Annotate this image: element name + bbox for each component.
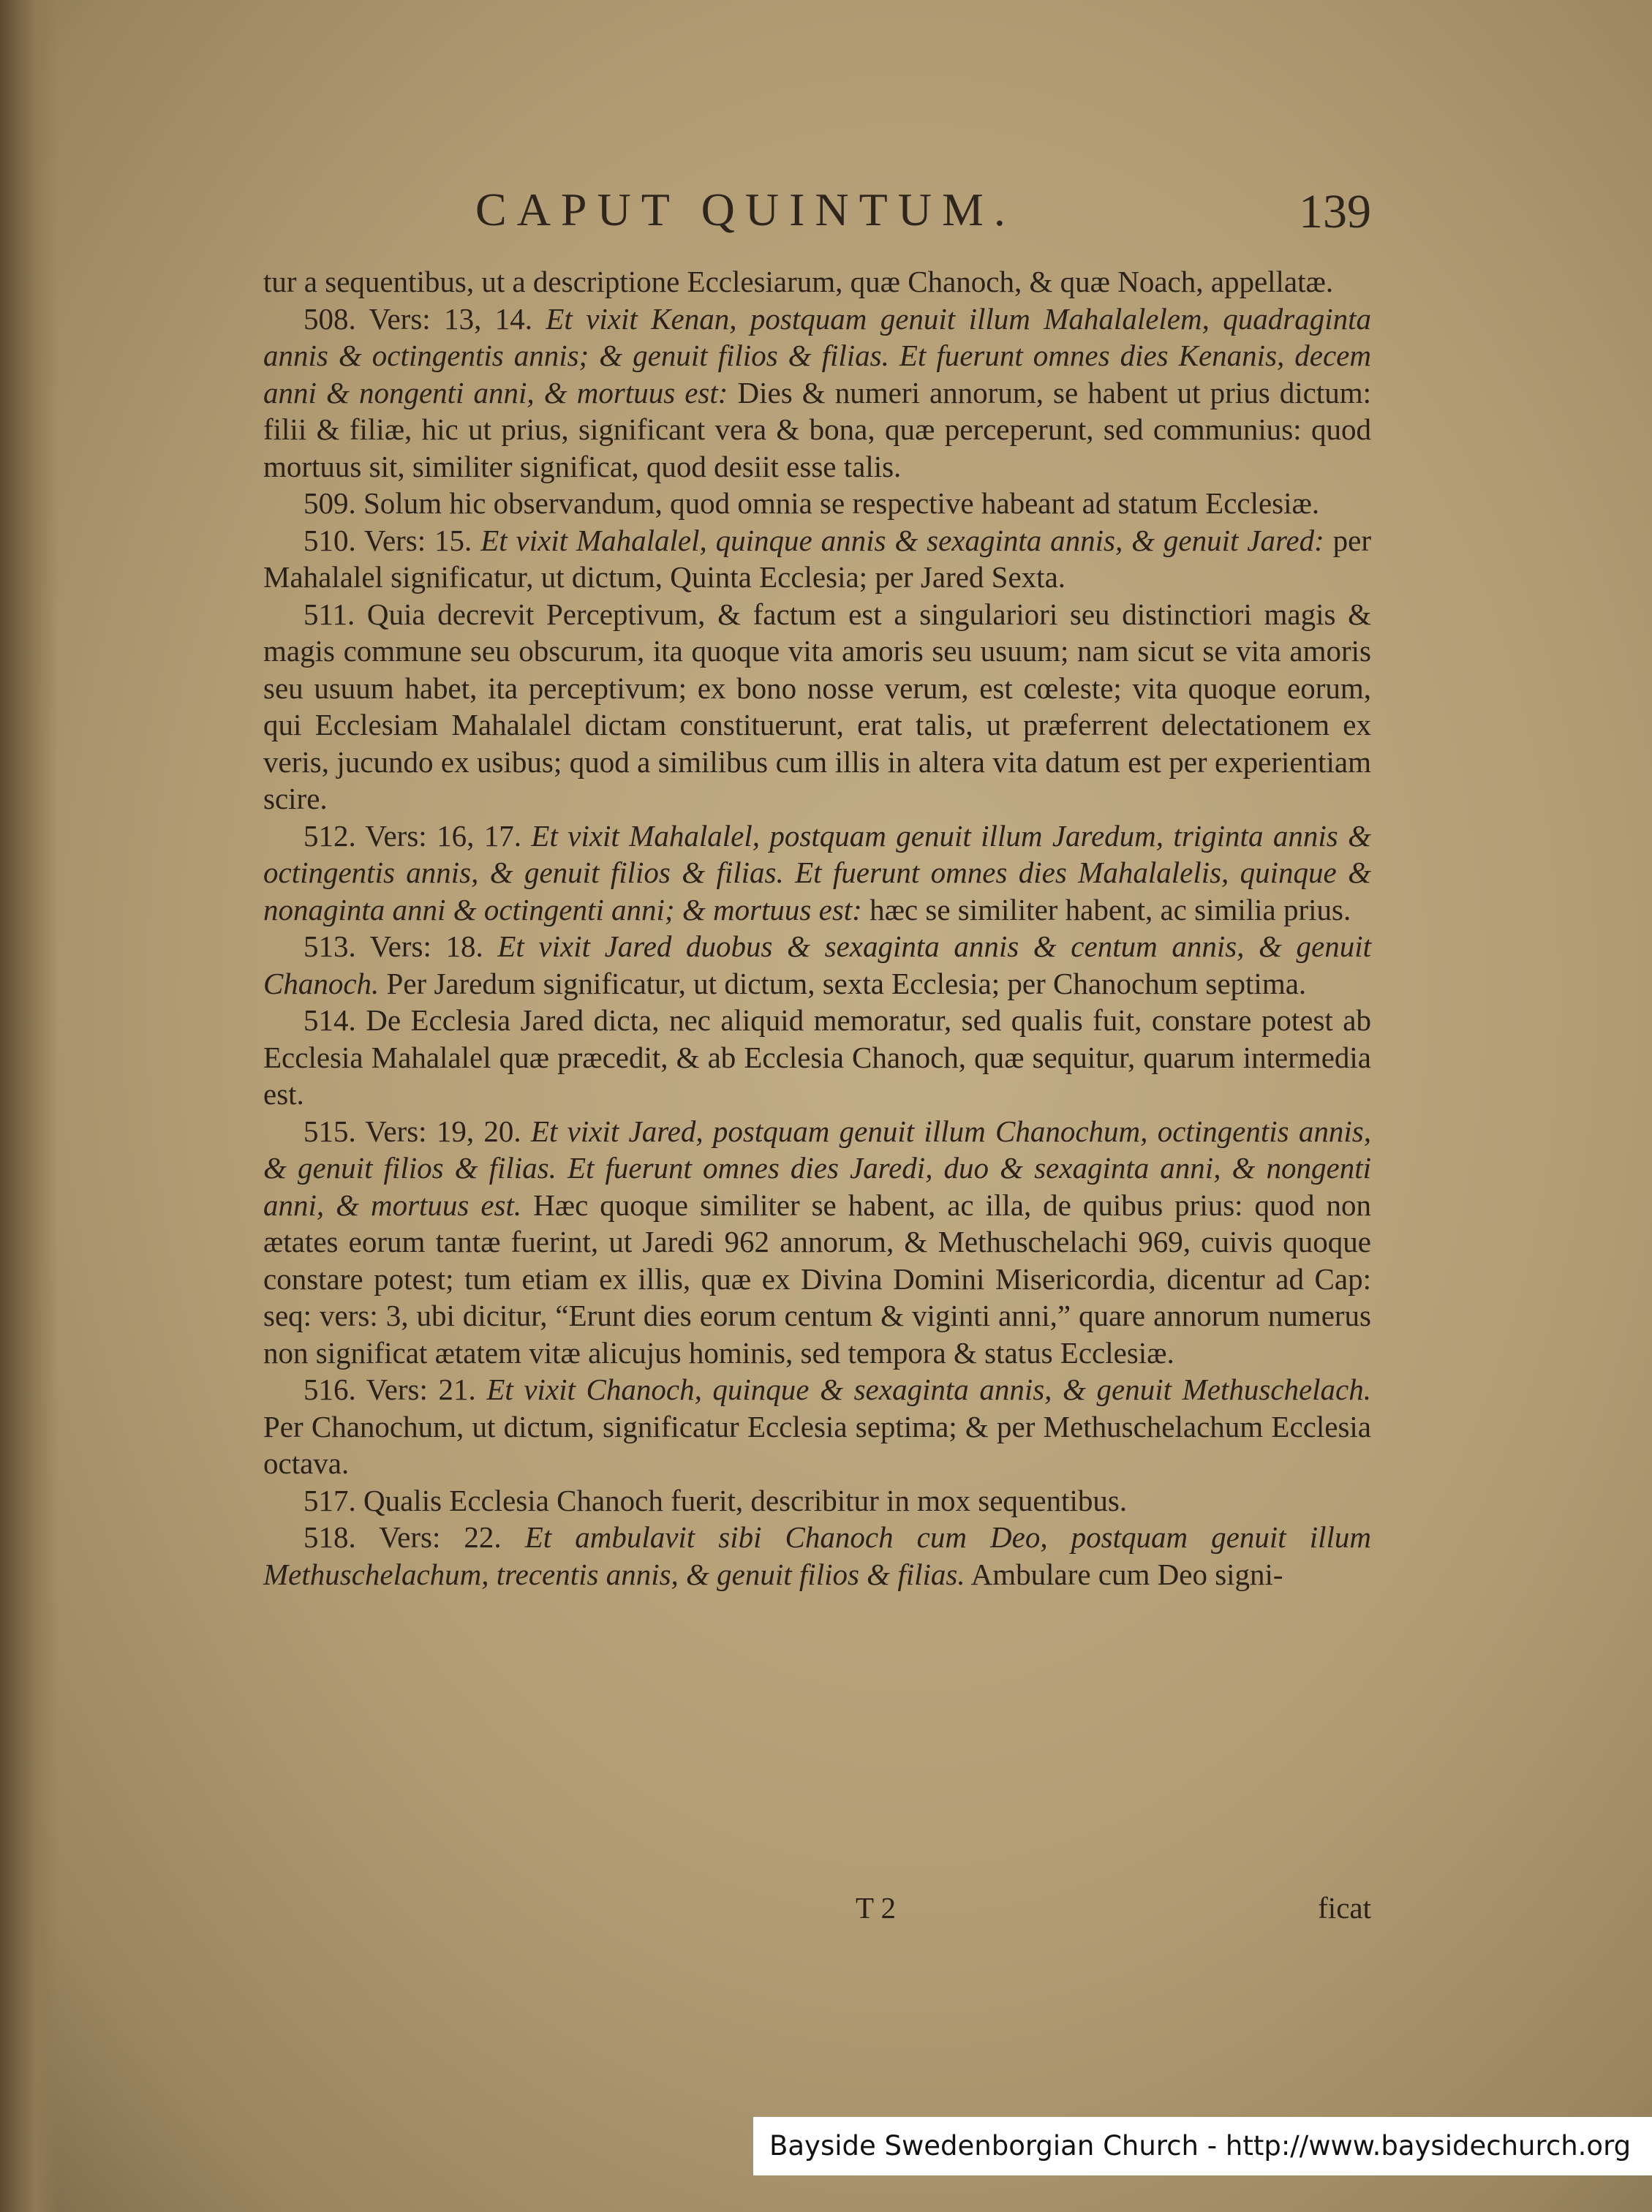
paragraph-509 bbox=[263, 485, 1371, 522]
paragraph-number: 514. bbox=[303, 1003, 356, 1037]
verse-quote: Et vixit Jared, postquam genuit illum Chanochum, octingentis annis, & genuit filios & filias. Et fuerunt omnes dies Jaredi, duo & sexaginta anni, & nongenti anni, & mortuus est. bbox=[263, 1114, 1372, 1222]
verse-quote: Et vixit Chanoch, quinque & sexaginta annis, & genuit Methuschelach. bbox=[486, 1373, 1372, 1406]
paragraph-text: Ambulare cum Deo signi- bbox=[970, 1557, 1283, 1591]
verse-quote: Et vixit Mahalalel, postquam genuit illum Jaredum, triginta annis & octingentis annis, & genuit filios & filias. Et fuerunt omnes dies Mahalalelis, quinque & nonaginta anni & octingenti anni; & mortuus est: bbox=[263, 818, 1371, 926]
paragraph-515 bbox=[263, 1113, 1371, 1372]
paragraph-text: per Mahalalel significatur, ut dictum, Quinta Ecclesia; per Jared Sexta. bbox=[263, 523, 1371, 594]
paragraph-number: 515. Vers: 19, 20. bbox=[303, 1114, 521, 1148]
page-footer bbox=[263, 1890, 1371, 1934]
paragraph-text: Quia decrevit Perceptivum, & factum est a singulariori seu distinctiori magis & magis commune seu obscurum, ita quoque vita amoris seu usuum; nam sicut se vita amoris seu usuum habet, ita perceptivum; ex bono nosse verum, est cœleste; vita quoque eorum, qui Ecclesiam Mahalalel dictam constituerunt, erat talis, ut præferrent delectationem ex veris, jucundo ex usibus; quod a similibus cum illis in altera vita datum est per experientiam scire. bbox=[263, 597, 1372, 815]
verse-quote: Et vixit Mahalalel, quinque annis & sexaginta annis, & genuit Jared: bbox=[480, 523, 1324, 557]
paragraph-512 bbox=[263, 818, 1371, 929]
page-header bbox=[256, 183, 1371, 249]
paragraph-text: Per Chanochum, ut dictum, significatur Ecclesia septima; & per Methuschelachum Ecclesia octava. bbox=[263, 1409, 1371, 1480]
watermark-banner: Bayside Swedenborgian Church - http://www.baysidechurch.org bbox=[753, 2117, 1652, 2175]
paragraph-number: 512. Vers: 16, 17. bbox=[303, 818, 521, 853]
paragraph-508 bbox=[263, 301, 1371, 486]
paragraph-517 bbox=[263, 1482, 1371, 1520]
verse-quote: Et ambulavit sibi Chanoch cum Deo, postquam genuit illum Methuschelachum, trecentis annis, & genuit filios & filias. bbox=[263, 1520, 1371, 1591]
paragraph-514 bbox=[263, 1002, 1371, 1113]
catchword: ficat bbox=[1318, 1891, 1371, 1925]
body-text bbox=[263, 263, 1371, 1593]
paragraph-number: 517. bbox=[303, 1483, 356, 1517]
paragraph-number: 509. bbox=[303, 486, 356, 520]
paragraph-text: tur a sequentibus, ut a descriptione Ecclesiarum, quæ Chanoch, & quæ Noach, appellatæ. bbox=[263, 265, 1334, 298]
paragraph-number: 510. Vers: 15. bbox=[303, 523, 472, 557]
paragraph-516 bbox=[263, 1371, 1371, 1482]
paragraph-text: De Ecclesia Jared dicta, nec aliquid memoratur, sed qualis fuit, constare potest ab Ecclesia Mahalalel quæ præcedit, & ab Ecclesia Chanoch, quæ sequitur, quarum intermedia est. bbox=[263, 1003, 1371, 1111]
verse-quote: Et vixit Jared duobus & sexaginta annis & centum annis, & genuit Chanoch. bbox=[263, 929, 1372, 1000]
paragraph-510 bbox=[263, 522, 1371, 596]
signature-mark: T 2 bbox=[856, 1891, 897, 1925]
paragraph-text: Qualis Ecclesia Chanoch fuerit, describitur in mox sequentibus. bbox=[363, 1483, 1128, 1517]
paragraph-number: 513. Vers: 18. bbox=[303, 929, 483, 963]
paragraph-text: Hæc quoque similiter se habent, ac illa, de quibus prius: quod non ætates eorum tantæ fuerint, ut Jaredi 962 annorum, & Methuschelachi 969, cuivis quoque constare potest; tum etiam ex illis, quæ ex Divina Domini Misericordia, dicentur ad Cap: seq: vers: 3, ubi dicitur, “Erunt dies eorum centum & viginti anni,” quare annorum numerus non significat ætatem vitæ alicujus hominis, sed tempora & status Ecclesiæ. bbox=[263, 1188, 1372, 1370]
paragraph-number: 508. Vers: 13, 14. bbox=[303, 301, 532, 336]
paragraph-number: 511. bbox=[303, 597, 355, 631]
paragraph-text: Per Jaredum significatur, ut dictum, sexta Ecclesia; per Chanochum septima. bbox=[386, 966, 1307, 1000]
paragraph-511 bbox=[263, 596, 1371, 818]
paragraph-518 bbox=[263, 1519, 1371, 1593]
paragraph-text: Solum hic observandum, quod omnia se respective habeant ad statum Ecclesiæ. bbox=[363, 486, 1320, 520]
page-gutter-shadow bbox=[0, 0, 59, 2212]
paragraph-513 bbox=[263, 928, 1371, 1002]
verse-quote: Et vixit Kenan, postquam genuit illum Mahalalelem, quadraginta annis & octingentis annis; & genuit filios & filias. Et fuerunt omnes dies Kenanis, decem anni & nongenti anni, & mortuus est: bbox=[263, 301, 1371, 409]
running-head: CAPUT QUINTUM. bbox=[475, 184, 1016, 235]
page-number: 139 bbox=[1299, 185, 1371, 238]
paragraph-number: 518. Vers: 22. bbox=[303, 1520, 502, 1554]
paragraph-number: 516. Vers: 21. bbox=[303, 1373, 476, 1406]
paragraph-text: Dies & numeri annorum, se habent ut prius dictum: filii & filiæ, hic ut prius, significant vera & bona, quæ perceperunt, sed communius: quod mortuus sit, similiter significat, quod desiit esse talis. bbox=[263, 375, 1372, 483]
paragraph-continuation bbox=[263, 263, 1371, 301]
paragraph-text: hæc se similiter habent, ac similia prius. bbox=[870, 892, 1351, 926]
